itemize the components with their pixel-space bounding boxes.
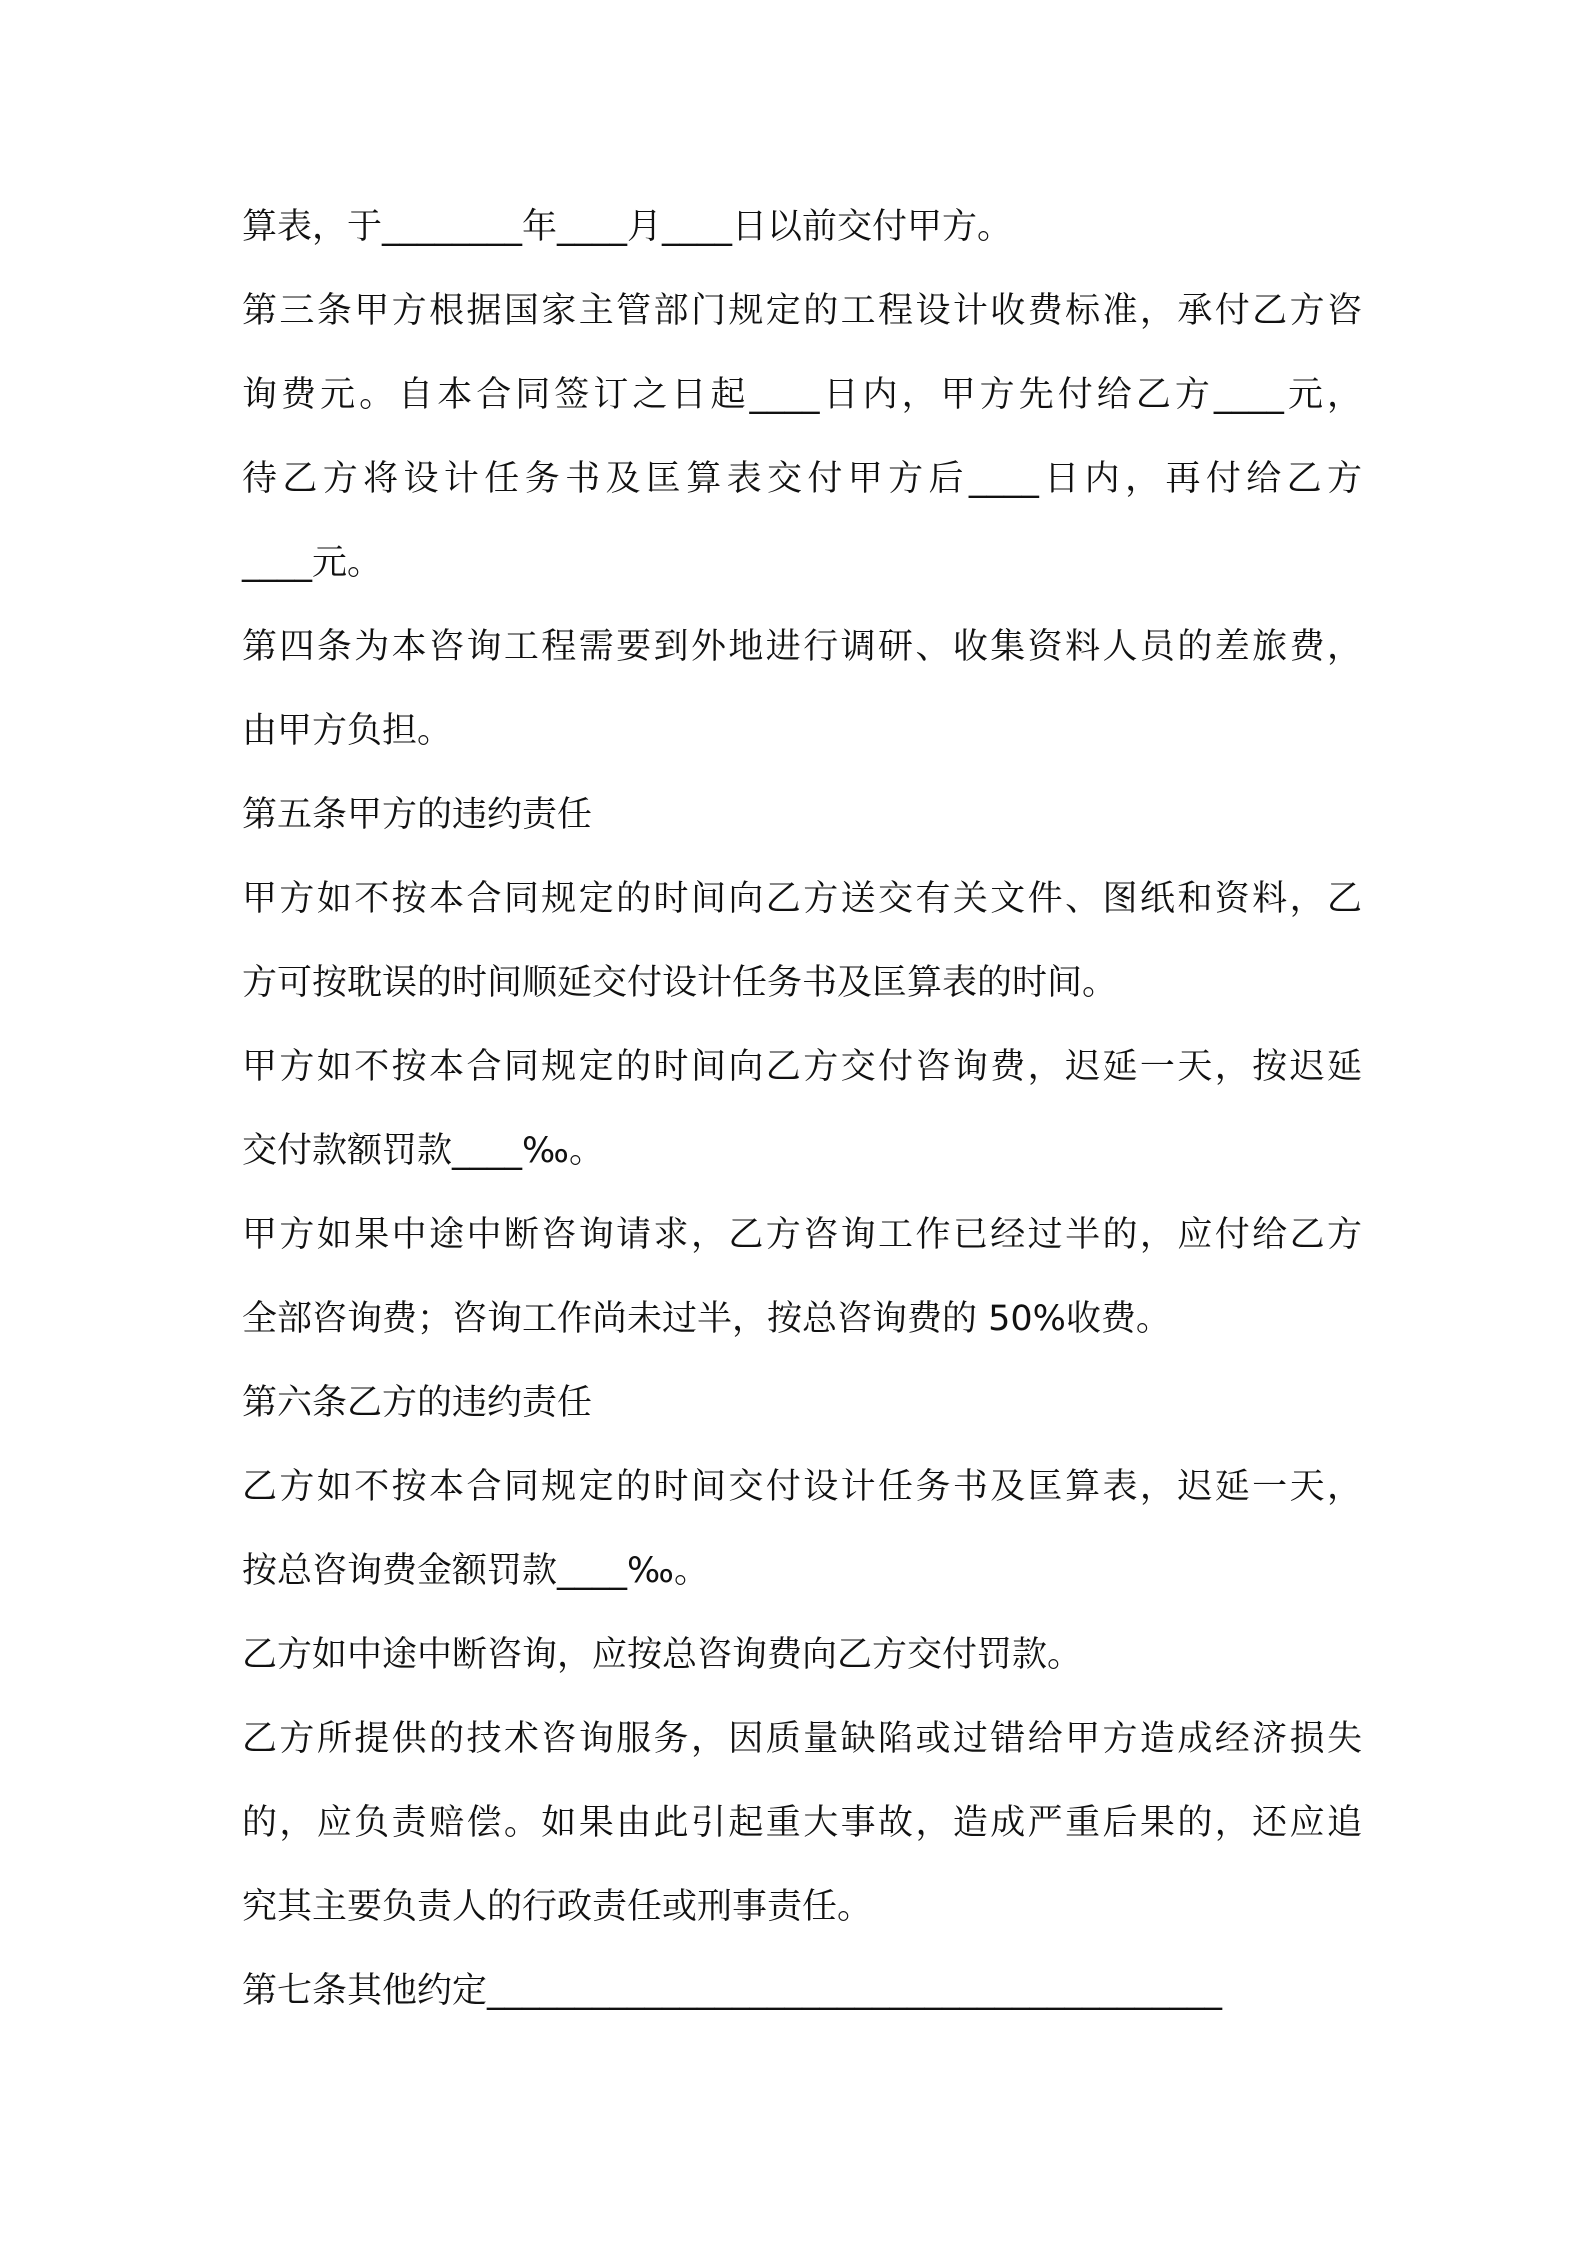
text-line: 乙方如不按本合同规定的时间交付设计任务书及匡算表，迟延一天，: [242, 1467, 1362, 1507]
text-line: 的，应负责赔偿。如果由此引起重大事故，造成严重后果的，还应追: [242, 1803, 1362, 1843]
text-line: 由甲方负担。: [242, 711, 453, 751]
text-line: 交付款额罚款____‰。: [242, 1131, 604, 1171]
text-line: 甲方如果中途中断咨询请求，乙方咨询工作已经过半的，应付给乙方: [242, 1215, 1362, 1255]
text-line: 待乙方将设计任务书及匡算表交付甲方后____日内，再付给乙方: [242, 459, 1362, 499]
section-heading: 第六条乙方的违约责任: [242, 1383, 593, 1423]
text-line: 甲方如不按本合同规定的时间向乙方送交有关文件、图纸和资料，乙: [242, 879, 1362, 919]
text-line: 方可按耽误的时间顺延交付设计任务书及匡算表的时间。: [242, 963, 1118, 1003]
text-line: 甲方如不按本合同规定的时间向乙方交付咨询费，迟延一天，按迟延: [242, 1047, 1362, 1087]
text-line: 究其主要负责人的行政责任或刑事责任。: [242, 1887, 873, 1927]
text-line: ____元。: [242, 543, 383, 583]
text-line: 乙方所提供的技术咨询服务，因质量缺陷或过错给甲方造成经济损失: [242, 1719, 1362, 1759]
text-line: 全部咨询费；咨询工作尚未过半，按总咨询费的 50%收费。: [242, 1299, 1171, 1339]
text-line: 第三条甲方根据国家主管部门规定的工程设计收费标准，承付乙方咨: [242, 291, 1362, 331]
text-line: 按总咨询费金额罚款____‰。: [242, 1551, 709, 1591]
section-heading: 第五条甲方的违约责任: [242, 795, 593, 835]
section-heading: 第七条其他约定__________________________________________: [242, 1971, 1223, 2011]
text-line: 第四条为本咨询工程需要到外地进行调研、收集资料人员的差旅费，: [242, 627, 1362, 667]
text-line: 算表，于________年____月____日以前交付甲方。: [242, 207, 1013, 247]
text-line: 询费元。自本合同签订之日起____日内，甲方先付给乙方____元，: [242, 375, 1362, 415]
text-line: 乙方如中途中断咨询，应按总咨询费向乙方交付罚款。: [242, 1635, 1083, 1675]
